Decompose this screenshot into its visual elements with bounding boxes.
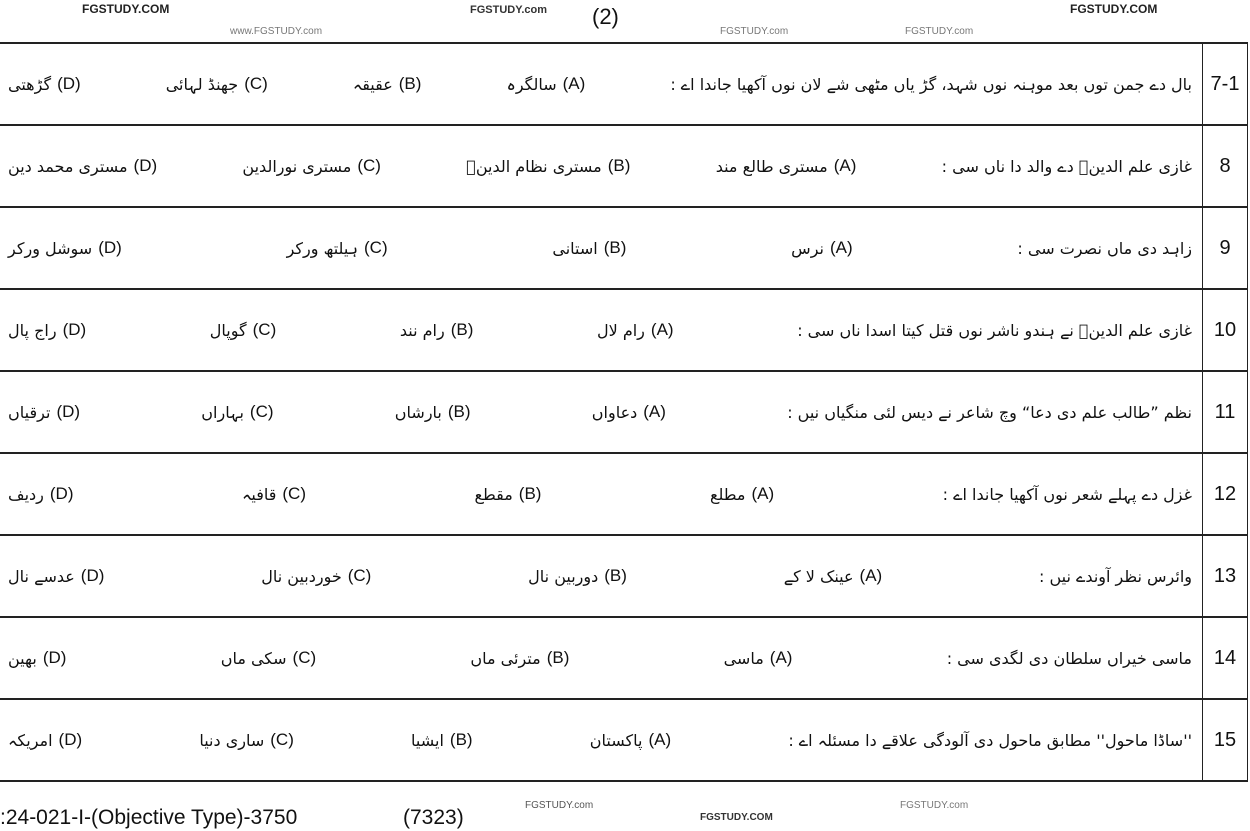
option-text: بہاراں (201, 402, 244, 422)
option-text: راج پال (8, 320, 57, 340)
question-text: ماسی خیراں سلطان دی لگدی سی : (946, 648, 1192, 668)
option-c (210, 320, 276, 340)
question-row (0, 126, 1248, 208)
option-d (8, 566, 104, 586)
option-label: (C) (292, 648, 317, 667)
question-text: بال دے جمن توں بعد موہنہ نوں شہد، گڑ یاں مٹھی شے لان نوں آکھیا جاندا اے : (670, 74, 1192, 94)
option-label: (B) (546, 648, 570, 667)
option-d (8, 648, 66, 668)
option-b (400, 320, 474, 340)
paper-code: :24-021-I-(Objective Type)-3750 (0, 806, 298, 829)
option-text: عینک لا کے (783, 566, 854, 586)
option-text: ایشیا (411, 730, 444, 750)
option-label: (D) (98, 238, 122, 257)
option-text: عقیقہ (352, 74, 393, 94)
option-label: (D) (58, 730, 83, 749)
option-label: (C) (270, 730, 294, 749)
option-text: استانی (552, 238, 598, 258)
question-text: وائرس نظر آوندے نیں : (1039, 566, 1192, 586)
option-label: (A) (648, 730, 672, 749)
option-b (474, 484, 541, 504)
option-d (8, 402, 80, 422)
option-text: سوشل ورکر (8, 238, 93, 258)
option-label: (C) (249, 402, 274, 421)
option-text: سکی ماں (220, 648, 287, 668)
option-label: (C) (244, 74, 268, 93)
question-content (2, 454, 1198, 534)
option-a (590, 730, 671, 750)
option-a (592, 402, 666, 422)
option-text: پاکستان (589, 730, 643, 750)
option-b (353, 74, 422, 94)
option-label: (A) (751, 484, 775, 503)
option-label: (C) (252, 320, 277, 339)
option-b (411, 730, 473, 750)
option-text: رام نند (399, 320, 445, 340)
option-d (8, 238, 122, 258)
option-text: دوربین نال (528, 566, 599, 586)
option-label: (B) (603, 238, 627, 257)
question-row (0, 290, 1248, 372)
question-content (2, 208, 1198, 288)
option-text: رام لال (596, 320, 645, 340)
option-label: (B) (518, 484, 542, 503)
watermark: FGSTUDY.com (900, 800, 969, 811)
option-label: (D) (80, 566, 105, 585)
option-b (470, 648, 569, 668)
header-watermark-right: FGSTUDY.COM (1070, 2, 1158, 16)
question-content (2, 290, 1198, 370)
question-row (0, 372, 1248, 454)
option-text: مستری نظام الدینؒ (466, 156, 602, 176)
option-label: (C) (282, 484, 306, 503)
question-text: نظم ”طالب علم دی دعا“ وچ شاعر نے دیس لئی منگیاں نیں : (787, 402, 1192, 422)
option-text: مستری محمد دین (8, 156, 128, 176)
option-label: (C) (347, 566, 372, 585)
option-b (466, 156, 630, 176)
option-text: گڑھتی (8, 74, 52, 94)
option-a (506, 74, 585, 94)
option-label: (D) (62, 320, 87, 339)
option-label: (D) (42, 648, 67, 667)
option-text: مستری طالع مند (715, 156, 828, 176)
option-label: (C) (357, 156, 381, 175)
option-text: عدسے نال (8, 566, 75, 586)
question-row (0, 208, 1248, 290)
option-d (8, 484, 73, 504)
option-label: (D) (56, 402, 81, 421)
option-text: ہیلتھ ورکر (286, 238, 359, 258)
header-watermark-left: FGSTUDY.COM (82, 2, 170, 16)
question-content (2, 536, 1198, 616)
question-number: 15 (1202, 700, 1248, 780)
question-number: 14 (1202, 618, 1248, 698)
option-label: (A) (833, 156, 857, 175)
option-b (552, 238, 626, 258)
option-d (8, 156, 157, 176)
watermark: www.FGSTUDY.com (230, 26, 323, 37)
option-label: (A) (769, 648, 793, 667)
question-content (2, 44, 1198, 124)
option-text: بارشاں (394, 402, 442, 422)
option-text: بھین (8, 648, 37, 668)
question-number: 13 (1202, 536, 1248, 616)
option-c (261, 566, 371, 586)
option-d (8, 74, 81, 94)
option-c (221, 648, 316, 668)
option-text: ماسی (723, 648, 764, 668)
option-label: (B) (607, 156, 631, 175)
option-c (201, 402, 273, 422)
question-number: 12 (1202, 454, 1248, 534)
option-a (597, 320, 674, 340)
option-c (166, 74, 268, 94)
question-content (2, 618, 1198, 698)
option-text: جھنڈ لہائی (165, 74, 239, 94)
option-c (242, 484, 306, 504)
question-number: 11 (1202, 372, 1248, 452)
watermark: FGSTUDY.com (905, 26, 974, 37)
option-a (724, 648, 793, 668)
question-content (2, 700, 1198, 780)
option-text: مترئی ماں (470, 648, 541, 668)
question-text: غزل دے پہلے شعر نوں آکھیا جاندا اے : (942, 484, 1192, 504)
option-b (395, 402, 471, 422)
option-label: (A) (859, 566, 883, 585)
question-number: 9 (1202, 208, 1248, 288)
option-text: مطلع (709, 484, 746, 504)
option-c (287, 238, 388, 258)
watermark: FGSTUDY.com (720, 26, 789, 37)
question-row (0, 44, 1248, 126)
option-label: (A) (643, 402, 666, 421)
option-label: (A) (829, 238, 853, 257)
option-label: (B) (450, 320, 474, 339)
option-a (716, 156, 857, 176)
option-label: (D) (49, 484, 74, 503)
paper-number: (7323) (403, 806, 464, 829)
watermark: FGSTUDY.COM (700, 812, 773, 823)
option-text: ردیف (8, 484, 44, 504)
question-content (2, 126, 1198, 206)
option-label: (A) (650, 320, 674, 339)
question-number: 10 (1202, 290, 1248, 370)
option-b (528, 566, 627, 586)
option-c (242, 156, 381, 176)
option-text: ساری دنیا (199, 730, 265, 750)
option-text: مستری نورالدین (242, 156, 352, 176)
header-watermark-center: FGSTUDY.com (470, 4, 548, 16)
option-text: دعاواں (591, 402, 638, 422)
option-label: (D) (57, 74, 81, 93)
question-row (0, 536, 1248, 618)
option-text: گوپال (209, 320, 247, 340)
question-content (2, 372, 1198, 452)
option-d (8, 730, 82, 750)
question-number: 8 (1202, 126, 1248, 206)
question-text: غازی علم الدینؒ نے ہندو ناشر نوں قتل کیتا اسدا ناں سی : (797, 320, 1192, 340)
option-label: (C) (364, 238, 388, 257)
option-label: (B) (447, 402, 471, 421)
question-row (0, 700, 1248, 782)
option-a (710, 484, 774, 504)
footer-watermark: FGSTUDY.com (525, 800, 594, 811)
option-text: امریکہ (8, 730, 53, 750)
question-number: 7-1 (1202, 44, 1248, 124)
option-label: (B) (449, 730, 473, 749)
question-text: غازی علم الدینؒ دے والد دا ناں سی : (941, 156, 1192, 176)
option-label: (A) (562, 74, 586, 93)
option-text: خوردبین نال (261, 566, 342, 586)
option-a (791, 238, 852, 258)
option-label: (B) (604, 566, 627, 585)
option-d (8, 320, 86, 340)
option-c (199, 730, 294, 750)
option-a (784, 566, 882, 586)
option-label: (B) (398, 74, 422, 93)
option-text: نرس (791, 238, 824, 258)
option-text: ترقیاں (8, 402, 51, 422)
question-row (0, 618, 1248, 700)
option-text: مقطع (474, 484, 513, 504)
option-label: (D) (133, 156, 158, 175)
option-text: سالگرہ (506, 74, 557, 94)
mcq-table (0, 42, 1248, 782)
page-number: (2) (592, 4, 619, 29)
option-text: قافیہ (242, 484, 277, 504)
question-text: زاہد دی ماں نصرت سی : (1017, 238, 1192, 258)
question-row (0, 454, 1248, 536)
question-text: ''ساڈا ماحول'' مطابق ماحول دی آلودگی علاقے دا مسئلہ اے : (788, 730, 1192, 750)
